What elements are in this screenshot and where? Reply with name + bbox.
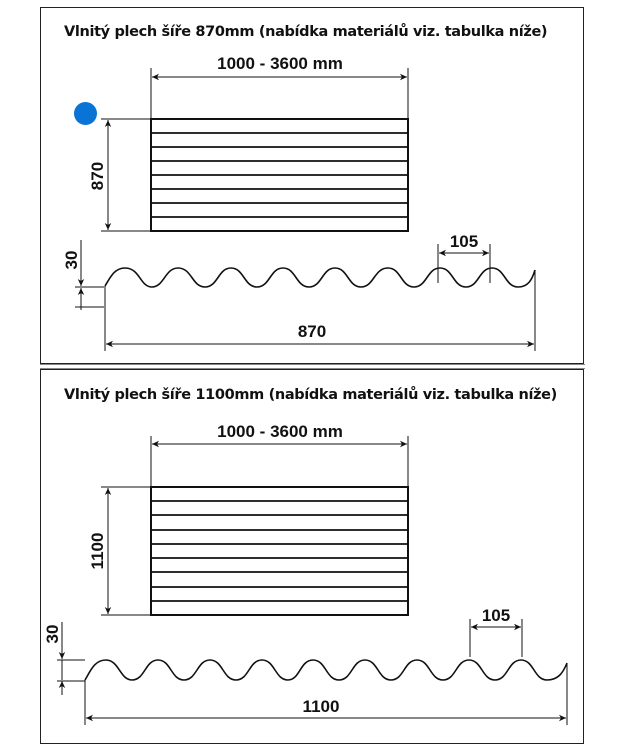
panel-1-width-label: 870 (88, 161, 107, 191)
panel-2-corrugated-profile (85, 660, 567, 680)
panel-1-corrugated-profile (105, 268, 535, 287)
panel-1-height-dimension (75, 240, 104, 310)
panel-2-sheet-plan (151, 487, 408, 615)
panel-1-profile-width-label: 870 (297, 322, 327, 341)
panel-2-width-label: 1100 (88, 532, 107, 570)
panel-2-profile-width-label: 1100 (302, 697, 340, 716)
panel-2-length-dimension (151, 436, 408, 487)
panel-2-title: Vlnitý plech šíře 1100mm (nabídka materiálů viz. tabulka níže) (64, 387, 557, 403)
panel-1-pitch-label: 105 (449, 232, 479, 251)
panel-1-sheet-plan (151, 119, 408, 231)
panel-1-length-dimension (151, 68, 408, 119)
panel-1-width-dimension (101, 119, 151, 231)
panel-1-height-label: 30 (62, 250, 81, 270)
panel-2-pitch-label: 105 (481, 606, 511, 625)
panel-2-length-label: 1000 - 3600 mm (217, 422, 343, 441)
panel-1-title: Vlnitý plech šíře 870mm (nabídka materiálů viz. tabulka níže) (64, 24, 548, 40)
panel-2-width-dimension (101, 487, 151, 615)
panel-1-length-label: 1000 - 3600 mm (217, 54, 343, 73)
panel-2-height-label: 30 (43, 624, 62, 644)
